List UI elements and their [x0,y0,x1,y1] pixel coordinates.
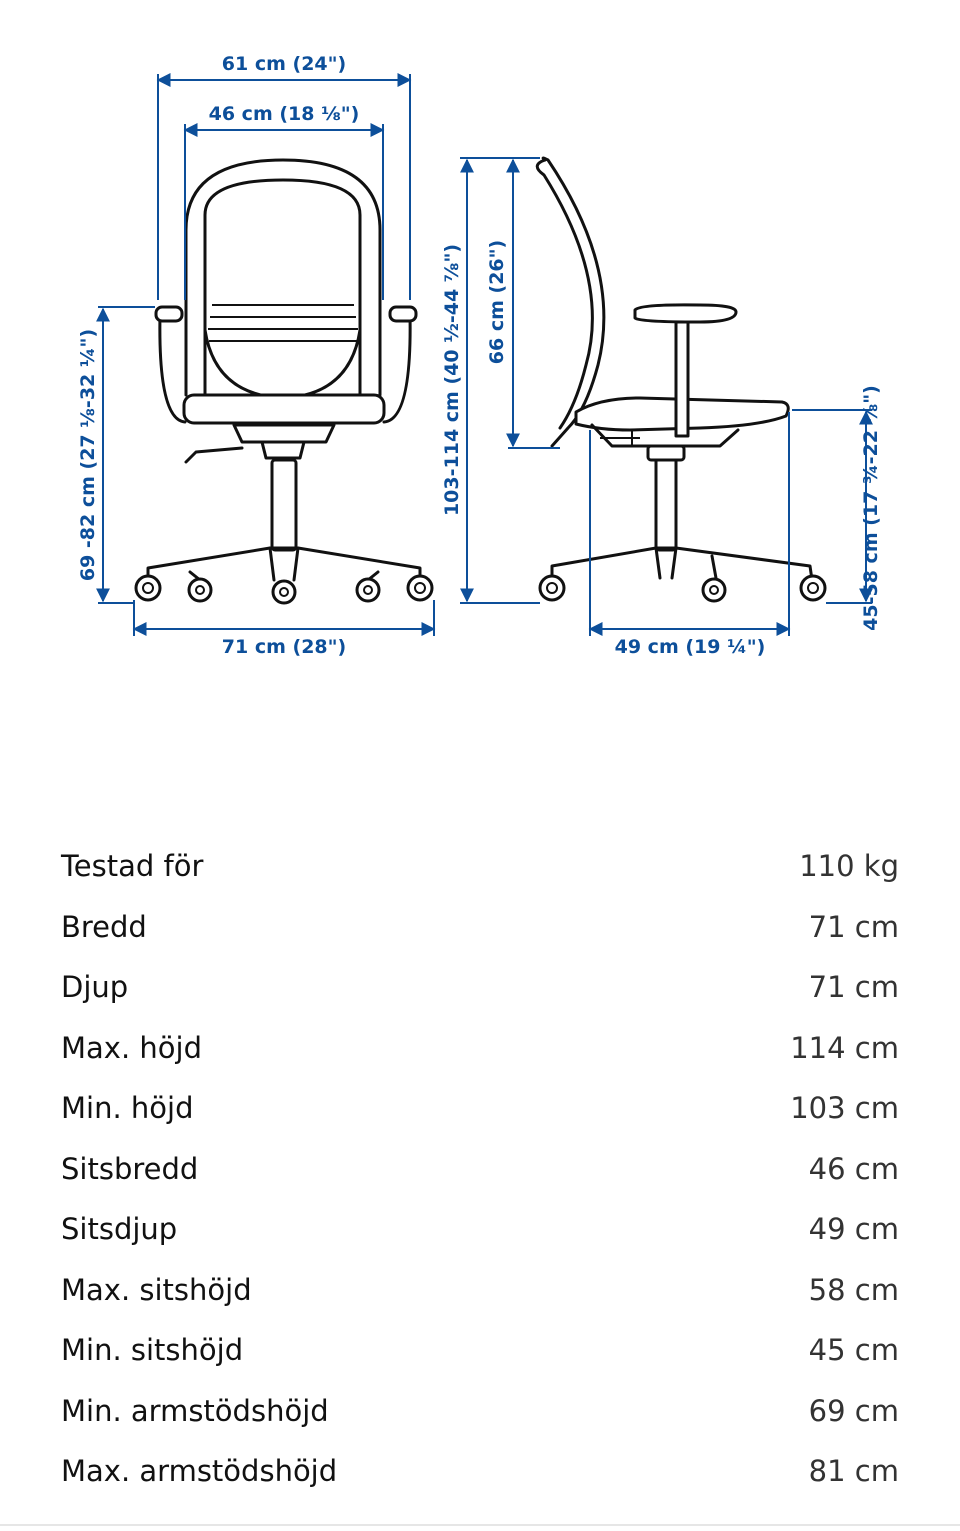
spec-row-depth [61,957,899,1018]
front-armrest-height-label: 69 -82 cm (27 ⅛-32 ¼") [77,328,99,582]
side-total-height-label: 103-114 cm (40 ½-44 ⅞") [441,243,463,517]
spec-value: 45 cm [808,1333,899,1368]
spec-label: Testad för [61,849,204,884]
spec-row-seat-depth [61,1199,899,1260]
spec-row-width [61,897,899,958]
spec-list [61,836,899,1502]
bottom-divider [0,1524,960,1526]
spec-row-seat-width [61,1139,899,1200]
front-dimension-lines [98,74,434,636]
side-seat-depth-label: 49 cm (19 ¼") [614,636,766,658]
spec-label: Min. armstödshöjd [61,1393,329,1428]
side-dimension-lines [460,158,872,636]
front-overall-width-label: 61 cm (24") [221,53,347,75]
spec-row-min-seat-height [61,1320,899,1381]
spec-label: Sitsdjup [61,1212,178,1247]
front-base-width-label: 71 cm (28") [221,636,347,658]
spec-label: Bredd [61,909,147,944]
spec-value: 71 cm [808,909,899,944]
spec-value: 58 cm [808,1272,899,1307]
side-view-chair [537,158,825,601]
spec-row-min-height [61,1078,899,1139]
spec-label: Max. sitshöjd [61,1272,252,1307]
spec-value: 46 cm [808,1151,899,1186]
spec-row-max-seat-height [61,1260,899,1321]
spec-label: Max. höjd [61,1030,202,1065]
spec-value: 103 cm [790,1091,899,1126]
spec-row-tested-for [61,836,899,897]
spec-label: Min. sitshöjd [61,1333,244,1368]
spec-value: 71 cm [808,970,899,1005]
spec-value: 69 cm [808,1393,899,1428]
spec-label: Djup [61,970,129,1005]
spec-row-max-armrest-height [61,1441,899,1502]
spec-row-max-height [61,1018,899,1079]
side-back-height-label: 66 cm (26") [486,239,508,365]
side-seat-height-label: 45-58 cm (17 ¾-22 ⅞") [860,385,882,631]
front-view-chair [136,160,432,603]
front-seat-width-label: 46 cm (18 ⅛") [208,103,360,125]
spec-value: 114 cm [790,1030,899,1065]
spec-value: 49 cm [808,1212,899,1247]
spec-row-min-armrest-height [61,1381,899,1442]
chair-dimension-diagram [0,0,960,720]
spec-label: Max. armstödshöjd [61,1454,338,1489]
spec-label: Sitsbredd [61,1151,199,1186]
spec-value: 81 cm [808,1454,899,1489]
spec-value: 110 kg [799,849,899,884]
spec-label: Min. höjd [61,1091,194,1126]
